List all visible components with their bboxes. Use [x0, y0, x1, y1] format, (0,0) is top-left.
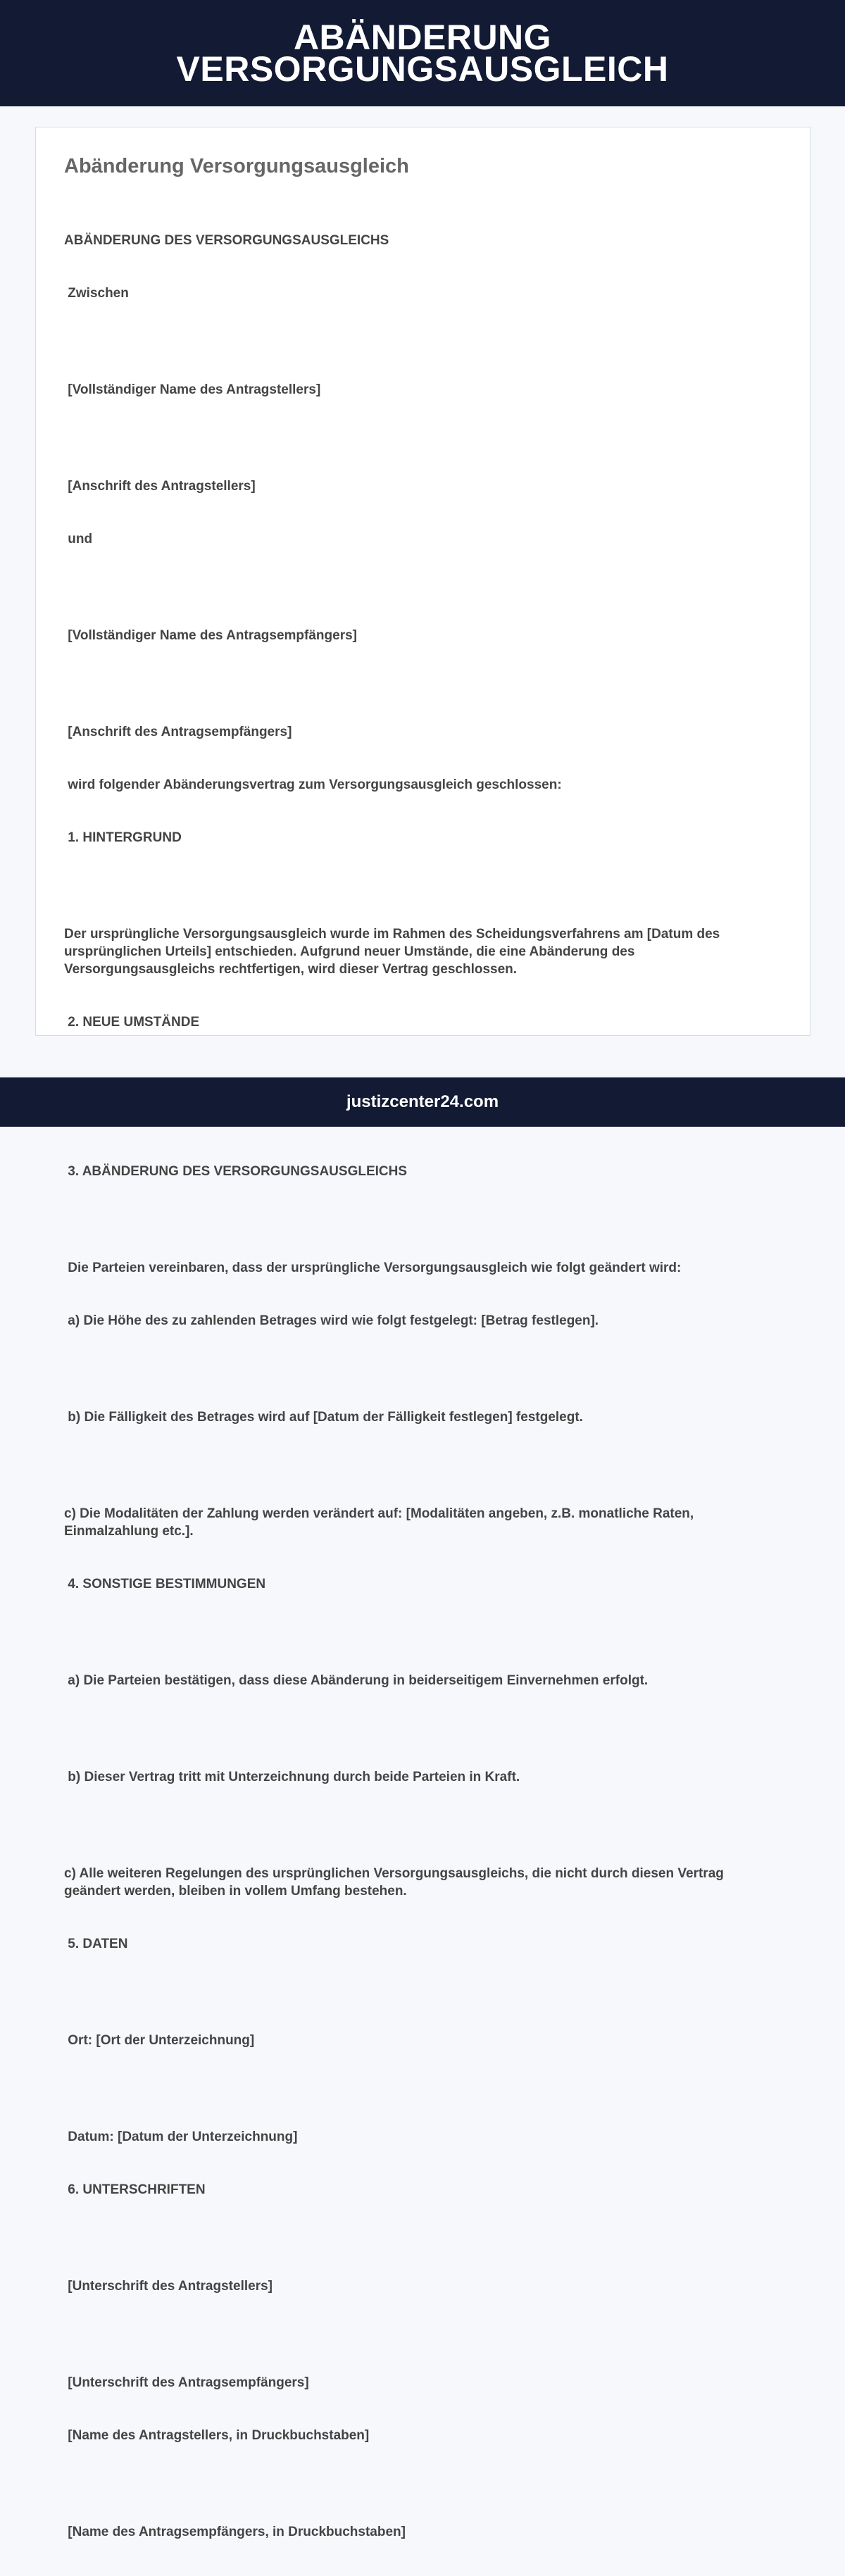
doc-line-place: Ort: [Ort der Unterzeichnung] [64, 2033, 255, 2048]
doc-item-4b: b) Dieser Vertrag tritt mit Unterzeichnung durch beide Parteien in Kraft. [64, 1770, 520, 1784]
page-header [0, 0, 845, 106]
section-heading-1: 1. HINTERGRUND [64, 830, 182, 845]
doc-line-respondent-address: [Anschrift des Antragsempfängers] [64, 725, 292, 739]
doc-line-signature-respondent: [Unterschrift des Antragsempfängers] [64, 2375, 309, 2390]
doc-line-heading: ABÄNDERUNG DES VERSORGUNGSAUSGLEICHS [64, 233, 389, 248]
doc-paragraph-agreement: Die Parteien vereinbaren, dass der ursprüngliche Versorgungsausgleich wie folgt geändert wird: [64, 1261, 682, 1275]
doc-item-4a: a) Die Parteien bestätigen, dass diese Abänderung in beiderseitigem Einvernehmen erfolgt. [64, 1673, 649, 1688]
doc-line-applicant-address: [Anschrift des Antragstellers] [64, 479, 256, 494]
document-body [64, 196, 782, 2576]
doc-line-respondent-name: [Vollständiger Name des Antragsempfängers] [64, 628, 357, 643]
doc-item-4c: c) Alle weiteren Regelungen des ursprünglichen Versorgungsausgleichs, die nicht durch diesen Vertrag geändert werden, bleiben in vollem Umfang bestehen. [64, 1866, 728, 1899]
doc-line-und: und [64, 532, 93, 546]
doc-paragraph-background: Der ursprüngliche Versorgungsausgleich wurde im Rahmen des Scheidungsverfahrens am [Datum des ursprünglichen Urteils] entschieden. Aufgrund neuer Umstände, die eine Abänderung des Versorgungsausgleichs rechtfertigen, wird dieser Vertrag geschlossen. [64, 927, 724, 977]
section-heading-2: 2. NEUE UMSTÄNDE [64, 1015, 200, 1030]
doc-line-printed-name-applicant: [Name des Antragstellers, in Druckbuchstaben] [64, 2428, 370, 2443]
page-title-line2: VERSORGUNGSAUSGLEICH [176, 49, 669, 89]
doc-item-3c: c) Die Modalitäten der Zahlung werden verändert auf: [Modalitäten angeben, z.B. monatliche Raten, Einmalzahlung etc.]. [64, 1506, 698, 1539]
doc-line-zwischen: Zwischen [64, 286, 129, 301]
doc-line-date: Datum: [Datum der Unterzeichnung] [64, 2130, 298, 2144]
doc-line-printed-name-respondent: [Name des Antragsempfängers, in Druckbuchstaben] [64, 2525, 406, 2539]
section-heading-5: 5. DATEN [64, 1937, 128, 1951]
page-title [176, 17, 669, 89]
doc-line-applicant-name: [Vollständiger Name des Antragstellers] [64, 382, 321, 397]
document-title: Abänderung Versorgungsausgleich [64, 155, 409, 177]
doc-line-signature-applicant: [Unterschrift des Antragstellers] [64, 2279, 273, 2294]
doc-line-intro: wird folgender Abänderungsvertrag zum Versorgungsausgleich geschlossen: [64, 777, 562, 792]
doc-item-3b: b) Die Fälligkeit des Betrages wird auf [Datum der Fälligkeit festlegen] festgelegt. [64, 1410, 583, 1425]
page-footer [0, 1077, 845, 1127]
section-heading-6: 6. UNTERSCHRIFTEN [64, 2182, 206, 2197]
section-heading-3: 3. ABÄNDERUNG DES VERSORGUNGSAUSGLEICHS [64, 1164, 408, 1179]
page-title-line1: ABÄNDERUNG [293, 17, 552, 57]
section-heading-4: 4. SONSTIGE BESTIMMUNGEN [64, 1577, 266, 1592]
doc-item-3a: a) Die Höhe des zu zahlenden Betrages wird wie folgt festgelegt: [Betrag festlegen]. [64, 1313, 599, 1328]
footer-site-link[interactable]: justizcenter24.com [346, 1092, 499, 1111]
